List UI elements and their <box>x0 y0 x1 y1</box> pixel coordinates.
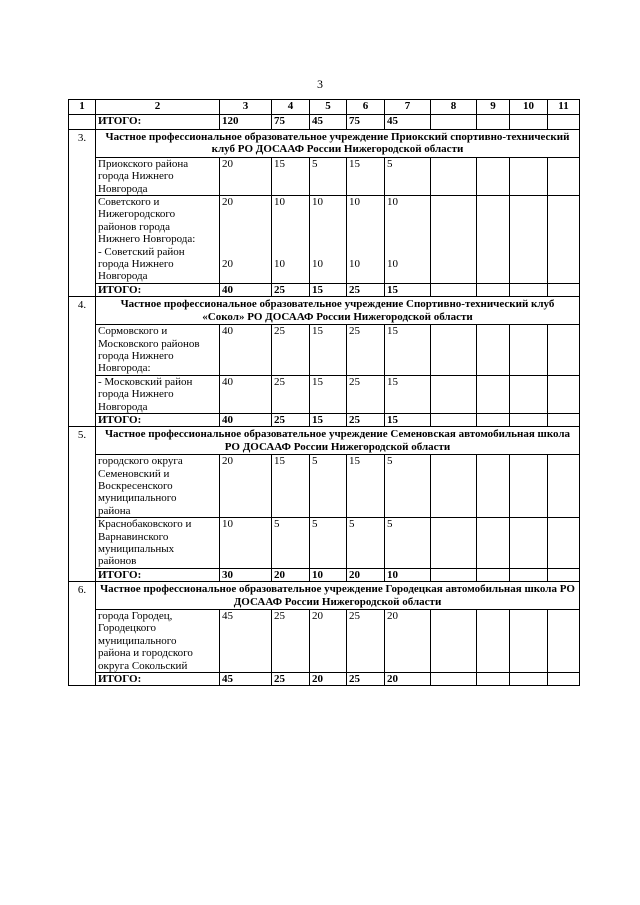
value-top: 20 <box>222 196 233 209</box>
empty-cell <box>510 568 548 581</box>
data-row <box>69 455 580 518</box>
empty-cell <box>548 568 580 581</box>
empty-cell <box>431 157 477 195</box>
label-line: районов <box>98 555 137 568</box>
section-title: Частное профессиональное образовательное учреждение Спортивно-технический клуб «Сокол» РО ДОСААФ России Нижегородской области <box>96 297 580 325</box>
data-row <box>69 518 580 569</box>
value-cell: 15 <box>385 375 431 413</box>
section-number: 3. <box>69 130 96 297</box>
empty-cell <box>548 413 580 426</box>
header-cell: 5 <box>310 100 347 115</box>
value-cell: 25 <box>347 610 385 673</box>
value-cell: 40 <box>220 375 272 413</box>
value-cell: 5 <box>310 157 347 195</box>
section-total-row <box>69 283 580 296</box>
district-label <box>96 157 220 195</box>
empty-cell <box>477 455 510 518</box>
value-cell: 15 <box>310 375 347 413</box>
label-line: города Городец, <box>98 610 173 623</box>
value-cell: 25 <box>347 375 385 413</box>
empty-cell <box>431 413 477 426</box>
value-cell: 15 <box>310 325 347 376</box>
value-bottom: 10 <box>387 258 398 271</box>
value-top: 10 <box>312 196 323 209</box>
empty-cell <box>477 115 510 130</box>
empty-cell <box>431 283 477 296</box>
label-line: - Советский район <box>98 245 185 258</box>
empty-cell <box>477 673 510 686</box>
section-number: 5. <box>69 427 96 582</box>
empty-cell <box>548 283 580 296</box>
value-cell: 5 <box>310 455 347 518</box>
total-value: 45 <box>220 673 272 686</box>
value-cell: 5 <box>385 455 431 518</box>
total-value: 15 <box>385 413 431 426</box>
section-title: Частное профессиональное образовательное учреждение Приокский спортивно-технический клуб РО ДОСААФ России Нижегородской области <box>96 130 580 158</box>
label-line: муниципального <box>98 634 177 647</box>
value-cell: 5 <box>385 518 431 569</box>
data-row <box>69 375 580 413</box>
page-number: 3 <box>317 77 323 91</box>
total-value: 75 <box>272 115 310 130</box>
empty-cell <box>431 375 477 413</box>
empty-cell <box>510 518 548 569</box>
data-row <box>69 157 580 195</box>
total-value: 25 <box>272 283 310 296</box>
empty-cell <box>548 115 580 130</box>
empty-cell <box>548 325 580 376</box>
label-line: Городецкого <box>98 622 156 635</box>
value-cell: 25 <box>272 610 310 673</box>
value-cell: 10 <box>220 518 272 569</box>
value-top: 10 <box>387 196 398 209</box>
value-cell: 15 <box>272 157 310 195</box>
empty-cell <box>548 455 580 518</box>
total-label: ИТОГО: <box>96 413 220 426</box>
value-cell <box>385 196 431 284</box>
section-title: Частное профессиональное образовательное учреждение Семеновская автомобильная школа РО ДОСААФ России Нижегородской области <box>96 427 580 455</box>
header-row <box>69 100 580 115</box>
label-line: муниципальных <box>98 543 175 555</box>
label-line: Советского и <box>98 196 160 209</box>
total-value: 75 <box>347 115 385 130</box>
empty-cell <box>477 157 510 195</box>
value-bottom: 10 <box>312 258 323 271</box>
data-row <box>69 325 580 376</box>
label-line: Семеновский и <box>98 467 170 480</box>
label-line: Нижегородского <box>98 208 176 221</box>
header-cell: 6 <box>347 100 385 115</box>
empty-cell <box>510 375 548 413</box>
total-value: 20 <box>272 568 310 581</box>
empty-cell <box>431 196 477 284</box>
empty-cell <box>477 325 510 376</box>
label-line: района и городского <box>98 647 193 660</box>
empty-cell <box>510 455 548 518</box>
total-value: 25 <box>347 283 385 296</box>
empty-cell <box>548 518 580 569</box>
section-total-row <box>69 673 580 686</box>
empty-cell <box>431 455 477 518</box>
section-title-row <box>69 427 580 455</box>
label-line: муниципального <box>98 492 177 505</box>
total-label: ИТОГО: <box>96 115 220 130</box>
total-value: 45 <box>385 115 431 130</box>
value-bottom: 10 <box>349 258 360 271</box>
label-line: - Московский район <box>98 375 193 388</box>
section-number: 6. <box>69 582 96 686</box>
value-cell: 25 <box>272 375 310 413</box>
value-cell: 20 <box>220 157 272 195</box>
label-line: округа Сокольский <box>98 659 188 672</box>
empty-cell <box>510 115 548 130</box>
value-cell <box>310 196 347 284</box>
empty-cell <box>431 610 477 673</box>
label-line: Воскресенского <box>98 479 173 492</box>
total-value: 15 <box>310 413 347 426</box>
total-label: ИТОГО: <box>96 568 220 581</box>
data-row <box>69 610 580 673</box>
top-total-row <box>69 115 580 130</box>
header-cell: 2 <box>96 100 220 115</box>
value-cell: 5 <box>347 518 385 569</box>
value-cell: 20 <box>385 610 431 673</box>
value-cell: 20 <box>220 455 272 518</box>
district-label <box>96 455 220 518</box>
section-total-row <box>69 568 580 581</box>
header-cell: 7 <box>385 100 431 115</box>
label-line: Нижнего Новгорода: <box>98 233 196 246</box>
empty-cell <box>431 325 477 376</box>
district-label <box>96 196 220 284</box>
value-top: 10 <box>349 196 360 209</box>
quota-table <box>68 99 580 686</box>
label-line: Краснобаковского и <box>98 518 192 531</box>
empty-cell <box>510 413 548 426</box>
total-value: 40 <box>220 413 272 426</box>
header-cell: 10 <box>510 100 548 115</box>
empty-cell <box>548 673 580 686</box>
total-value: 25 <box>272 673 310 686</box>
total-value: 120 <box>220 115 272 130</box>
data-row <box>69 196 580 284</box>
section-title-row <box>69 582 580 610</box>
section-number: 4. <box>69 297 96 427</box>
empty-cell <box>548 196 580 284</box>
value-cell: 15 <box>347 455 385 518</box>
empty-cell <box>477 375 510 413</box>
total-value: 15 <box>385 283 431 296</box>
total-value: 30 <box>220 568 272 581</box>
empty-cell <box>510 283 548 296</box>
label-line: города Нижнего <box>98 258 174 271</box>
district-label <box>96 325 220 376</box>
empty-cell <box>431 115 477 130</box>
label-line: Новгорода <box>98 270 148 283</box>
section-title-row <box>69 297 580 325</box>
total-value: 10 <box>385 568 431 581</box>
label-line: района <box>98 504 131 517</box>
label-line: Новгорода: <box>98 362 151 375</box>
header-cell: 1 <box>69 100 96 115</box>
empty-cell <box>548 157 580 195</box>
header-cell: 8 <box>431 100 477 115</box>
label-line: Новгорода <box>98 182 148 195</box>
table-body <box>69 100 580 686</box>
empty-cell <box>477 413 510 426</box>
header-cell: 11 <box>548 100 580 115</box>
total-value: 40 <box>220 283 272 296</box>
total-value: 45 <box>310 115 347 130</box>
value-cell: 40 <box>220 325 272 376</box>
value-cell: 15 <box>347 157 385 195</box>
row-number-cell <box>69 115 96 130</box>
label-line: Новгорода <box>98 400 148 413</box>
empty-cell <box>548 375 580 413</box>
value-cell: 15 <box>385 325 431 376</box>
label-line: городского округа <box>98 455 183 468</box>
label-line: города Нижнего <box>98 388 174 401</box>
empty-cell <box>510 196 548 284</box>
value-bottom: 10 <box>274 258 285 271</box>
total-value: 25 <box>272 413 310 426</box>
value-cell: 15 <box>272 455 310 518</box>
header-cell: 3 <box>220 100 272 115</box>
label-line: Варнавинского <box>98 530 169 543</box>
empty-cell <box>477 610 510 673</box>
value-cell <box>347 196 385 284</box>
empty-cell <box>431 518 477 569</box>
total-value: 15 <box>310 283 347 296</box>
total-label: ИТОГО: <box>96 673 220 686</box>
total-value: 20 <box>385 673 431 686</box>
label-line: Сормовского и <box>98 325 168 338</box>
district-label <box>96 375 220 413</box>
label-line: города Нижнего <box>98 170 174 183</box>
section-title: Частное профессиональное образовательное учреждение Городецкая автомобильная школа РО ДОСААФ России Нижегородской области <box>96 582 580 610</box>
district-label <box>96 518 220 569</box>
section-total-row <box>69 413 580 426</box>
total-value: 10 <box>310 568 347 581</box>
value-cell: 45 <box>220 610 272 673</box>
empty-cell <box>477 518 510 569</box>
value-cell <box>272 196 310 284</box>
label-line: Приокского района <box>98 157 189 170</box>
value-cell: 5 <box>385 157 431 195</box>
district-label <box>96 610 220 673</box>
value-cell: 20 <box>310 610 347 673</box>
value-cell <box>220 196 272 284</box>
label-line: районов города <box>98 220 170 233</box>
value-cell: 5 <box>272 518 310 569</box>
total-value: 20 <box>310 673 347 686</box>
total-value: 25 <box>347 413 385 426</box>
label-line: города Нижнего <box>98 349 174 362</box>
value-cell: 25 <box>272 325 310 376</box>
empty-cell <box>510 610 548 673</box>
empty-cell <box>548 610 580 673</box>
empty-cell <box>477 283 510 296</box>
total-label: ИТОГО: <box>96 283 220 296</box>
value-bottom: 20 <box>222 258 233 271</box>
empty-cell <box>510 673 548 686</box>
header-cell: 4 <box>272 100 310 115</box>
empty-cell <box>510 325 548 376</box>
value-cell: 5 <box>310 518 347 569</box>
label-line: Московского районов <box>98 337 200 350</box>
section-title-row <box>69 130 580 158</box>
header-cell: 9 <box>477 100 510 115</box>
value-cell: 25 <box>347 325 385 376</box>
total-value: 25 <box>347 673 385 686</box>
empty-cell <box>477 568 510 581</box>
empty-cell <box>477 196 510 284</box>
empty-cell <box>431 568 477 581</box>
empty-cell <box>431 673 477 686</box>
empty-cell <box>510 157 548 195</box>
value-top: 10 <box>274 196 285 209</box>
total-value: 20 <box>347 568 385 581</box>
